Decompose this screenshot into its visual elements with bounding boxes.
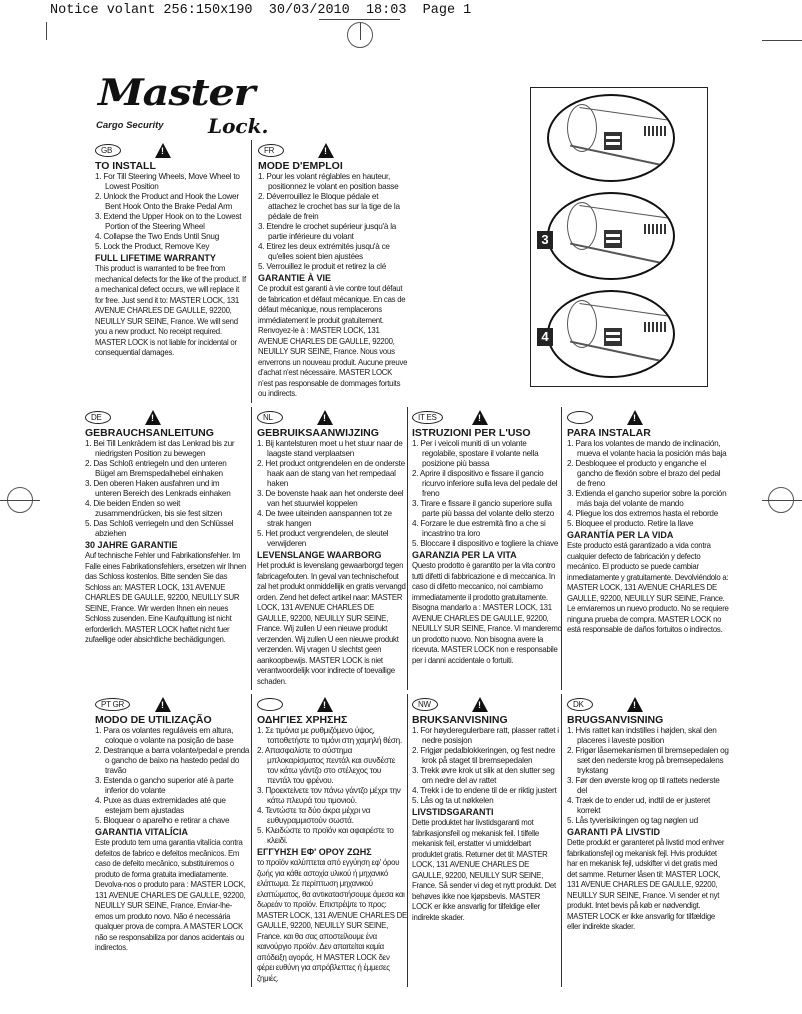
header-rule: [319, 19, 400, 20]
instruction-step: 2. Απασφαλίστε το σύστημα μπλοκαρίσματος πεντάλ και συνδέστε τον κάτω γάντζο στο στέλεχος του πεντάλ του φρένου.: [257, 746, 396, 785]
language-code: DK: [573, 700, 584, 709]
warranty-title: ΕΓΓΥΗΣΗ ΕΦ' ΟΡΟΥ ΖΩΗΣ: [257, 847, 372, 857]
column-divider: [251, 694, 252, 987]
crop-line: [46, 22, 47, 40]
instruction-step: 5. Lås og ta ut nøkkelen: [412, 796, 494, 805]
instruction-step: 4. Etirez les deux extrémités jusqu'à ce qu'elles soient bien ajustées: [258, 242, 390, 261]
warranty-title: GARANZIA PER LA VITA: [412, 550, 517, 560]
instructions-pt: [95, 697, 250, 954]
warning-icon: [627, 410, 643, 425]
warranty-title: GARANTI PÅ LIVSTID: [567, 827, 661, 837]
section-header: [412, 697, 562, 713]
instruction-step: 4. Collapse the Two Ends Until Snug: [95, 232, 219, 241]
instruction-step: 2. Frigjør pedalblokkeringen, og fest nedre krok på staget til bremsepedalen: [412, 746, 556, 765]
warning-icon: [472, 697, 488, 712]
instruction-step: 5. Bloccare il dispositivo e togliere la chiave: [412, 539, 559, 548]
language-badge: [258, 144, 284, 157]
instruction-step: 1. Pour les volant réglables en hauteur, positionnez le volant en position basse: [258, 172, 399, 191]
warranty-text: Este produto tem uma garantia vitalícia contra defeitos de fabrico e defeitos mecânicos. Em caso de defeito mecânico, substituiremos o produto de forma gratuita imediatamente. Devolva-nos o produto para : MASTER LOCK, 131 AVENUE CHARLES DE GAULLE, 92200, NEUILLY SUR SEINE, France. Enviar-lhe-emos um produto novo. Não é necessária qualquer prova de compra. A MASTER LOCK não se responsabiliza por danos acidentais ou indirectos.: [95, 838, 246, 952]
instructions--: [257, 697, 407, 984]
section-header: [95, 143, 247, 159]
step-number-3: 3: [537, 231, 553, 249]
warranty-title: FULL LIFETIME WARRANTY: [95, 253, 216, 263]
warranty-text: το προϊόν καλύπτεται από εγγύηση εφ' όρου ζωής για κάθε αστοχία υλικού ή μηχανικό ελάττωμα. Σε περίπτωση μηχανικού ελαττώματος, θα αντικαταστήσουμε άμεσα και δωρεάν το προϊόν. Επιστρέψτε το προς: MASTER LOCK, 131 AVENUE CHARLES DE GAULLE, 92200, NEUILLY SUR SEINE, France. και θα σας αποστείλουμε ένα καινούργιο προϊόν. Δεν απαιτείται καμία απόδειξη αγοράς. Η MASTER LOCK δεν φέρει ευθύνη για απρόβλεπτες ή έμμεσες ζημιές.: [257, 858, 407, 983]
instruction-step: 4. Τεντώστε τα δύο άκρα μέχρι να ευθυγραμμιστούν σωστά.: [257, 806, 371, 825]
instructions-nw: [412, 697, 562, 923]
language-badge: [85, 411, 111, 424]
instruction-step: 4. Pliegue los dos extremos hasta el reborde: [567, 509, 719, 518]
instruction-step: 5. Lock the Product, Remove Key: [95, 242, 210, 251]
section-title: ISTRUZIONI PER L'USO: [412, 427, 531, 439]
section-title: TO INSTALL: [95, 160, 156, 172]
instruction-step: 1. Hvis rattet kan indstilles i højden, skal den placeres i laveste position: [567, 726, 717, 745]
section-header: [95, 697, 250, 713]
warranty-text: Ce produit est garanti à vie contre tout défaut de fabrication et défaut mécanique. En cas de défaut mécanique, nous remplacerons immédiatement le produit gratuitement. Renvoyez-le à : MASTER LOCK, 131 AVENUE CHARLES DE GAULLE, 92200, NEUILLY SUR SEINE, France. Nous vous enverrons un nouveau produit. Aucune preuve d'achat n'est nécessaire. MASTER LOCK n'est pas responsable de dommages fortuits ou indirects.: [258, 284, 408, 398]
warranty-text: This product is warranted to be free from mechanical defects for the like of the product. If a mechanical defect occurs, we will replace it for free. Just send it to: MASTER LOCK, 131 AVENUE CHARLES DE GAULLE, 92200, NEUILLY SUR SEINE, France. We will send you a new product. No receipt required. MASTER LOCK is not liable for incidental or consequential damages.: [95, 264, 246, 357]
language-badge: [95, 144, 121, 157]
language-badge: [412, 411, 443, 424]
column-divider: [407, 694, 408, 987]
instruction-step: 2. Unlock the Product and Hook the Lower Bent Hook Onto the Brake Pedal Arm: [95, 192, 239, 211]
print-header: Notice volant 256:150x190 30/03/2010 18:03 Page 1: [50, 3, 472, 18]
installation-illustrations: [530, 87, 708, 387]
warranty-title: 30 JAHRE GARANTIE: [85, 540, 178, 550]
warning-icon: [318, 143, 334, 158]
crop-line: [0, 500, 40, 501]
instruction-step: 2. Frigør låsemekanismen til bremsepedalen og sæt den nederste krog på bremsepedalens trykstang: [567, 746, 729, 775]
warranty-text: Dette produkt er garanteret på livstid mod enhver fabrikationsfejl og mekanisk fejl. Hvis produktet har en mekanisk fejl, udskifter vi det gratis med det samme. Returner låsen til: MASTER LOCK, 131 AVENUE CHARLES DE GAULLE, 92200, NEUILLY SUR SEINE, France. Vi sender et nyt produkt. Intet bevis på køb er nødvendigt. MASTER LOCK er ikke ansvarlig for tilfældige eller indirekte skader.: [567, 838, 725, 931]
instruction-step: 3. Etendre le crochet supérieur jusqu'à la partie inférieure du volant: [258, 222, 397, 241]
language-code: FR: [264, 146, 275, 155]
illustration-step-4: [547, 290, 675, 378]
column-divider: [407, 407, 408, 690]
instruction-step: 1. Para los volantes de mando de inclinación, mueva el volante hacia la posición más baja: [567, 439, 727, 458]
warranty-title: GARANTÍA PER LA VIDA: [567, 530, 674, 540]
illustration-step-3: [547, 192, 675, 280]
language-code: NW: [418, 700, 431, 709]
language-code: GB: [101, 146, 113, 155]
instructions-de: [85, 410, 247, 646]
crop-line: [762, 40, 802, 41]
instruction-step: 2. Desbloquee el producto y enganche el gancho de flexión sobre el brazo del pedal de freno: [567, 459, 721, 488]
section-title: GEBRUIKSAANWIJZING: [257, 427, 379, 439]
language-badge: [257, 411, 283, 424]
warranty-title: LEVENSLANGE WAARBORG: [257, 550, 382, 560]
instruction-step: 1. For Till Steering Wheels, Move Wheel to Lowest Position: [95, 172, 240, 191]
instruction-step: 4. Forzare le due estremità fino a che si incastrino tra loro: [412, 519, 546, 538]
instructions-fr: [258, 143, 408, 400]
instruction-step: 5. Bloquee el producto. Retire la llave: [567, 519, 694, 528]
warning-icon: [155, 697, 171, 712]
instruction-step: 1. For høyderegulerbare ratt, plasser rattet i nedre posisjon: [412, 726, 559, 745]
logo-brand: Master: [98, 72, 255, 114]
section-header: [567, 410, 729, 426]
instruction-step: 2. Aprire il dispositivo e fissare il gancio ricurvo inferiore sulla leva del pedale del freno: [412, 469, 558, 498]
instruction-step: 3. Extend the Upper Hook on to the Lowest Portion of the Steering Wheel: [95, 212, 242, 231]
warning-icon: [627, 697, 643, 712]
instruction-step: 2. Het product ontgrendelen en de onderste haak aan de stang van het rempedaal haken: [257, 459, 405, 488]
section-header: [85, 410, 247, 426]
warranty-text: Dette produktet har livstidsgaranti mot fabrikasjonsfeil og mekanisk feil. I tilfelle mekanisk feil, erstatter vi umiddelbart produktet gratis. Returner det til: MASTER LOCK, 131 AVENUE CHARLES DE GAULLE, 92200, NEUILLY SUR SEINE, France. Så sender vi deg et nytt produkt. Det behøves ikke noe kjøpsbevis. MASTER LOCK er ikke ansvarlig for tilfeldige eller indirekte skader.: [412, 818, 556, 922]
logo-tagline: Cargo Security: [96, 120, 164, 131]
language-code: IT: [418, 413, 425, 422]
instruction-step: 3. Προεκτείνετε τον πάνω γάντζο μέχρι την κάτω πλευρά του τιμονιού.: [257, 786, 401, 805]
crop-line: [762, 500, 802, 501]
warning-icon: [145, 410, 161, 425]
instruction-step: 4. Træk de to ender ud, indtil de er justeret korrekt: [567, 796, 711, 815]
warranty-text: Questo prodotto è garantito per la vita contro tutti difetti di fabbricazione e di meccanica. In caso di difetto meccanico, noi cambiamo immediatamente il prodotto gratuitamente. Bisogna mandarlo a : MASTER LOCK, 131 AVENUE CHARLES DE GAULLE, 92200, NEUILLY SUR SEINE, France. Vi manderemo un prodotto nuovo. Non bisogna avere la ricevuta. MASTER LOCK non e responsabile per i danni accidentale o fortuiti.: [412, 561, 562, 665]
language-code: NL: [263, 413, 273, 422]
warranty-text: Auf technische Fehler und Fabrikationsfehler. Im Falle eines Fabrikationsfehlers, ersetzen wir Ihnen das Schloss kostenlos. Bitte senden Sie das Schloss an: MASTER LOCK, 131 AVENUE CHARLES DE GAULLE, 92200, NEUILLY SUR SEINE, France. Wir werden Ihnen ein neues Schloss zusenden. Eine Kaufquittung ist nicht erforderlich. MASTER LOCK haftet nicht fuer zufaellige oder absichtliche bechädigungen.: [85, 551, 247, 644]
instruction-step: 3. Trekk øvre krok ut slik at den slutter seg om nedre del av rattet: [412, 766, 555, 785]
instruction-step: 3. Extienda el gancho superior sobre la porción más baja del volante de mando: [567, 489, 727, 508]
warning-icon: [155, 143, 171, 158]
instruction-step: 3. De bovenste haak aan het onderste deel van het stuurwiel koppelen: [257, 489, 404, 508]
instruction-step: 2. Déverrouillez le Bloque pédale et attachez le crochet bas sur la tige de la pédale de frein: [258, 192, 400, 221]
instruction-step: 1. Σε τιμόνια με ρυθμιζόμενο ύψος, τοποθετήστε το τιμόνι στη χαμηλή θέση.: [257, 726, 403, 745]
instruction-step: 1. Para os volantes reguláveis em altura, coloque o volante na posição de base: [95, 726, 234, 745]
instruction-step: 4. Puxe as duas extremidades até que estejam bem ajustadas: [95, 796, 226, 815]
instruction-step: 5. Κλειδώστε το προϊόν και αφαιρέστε το κλειδί.: [257, 826, 394, 845]
section-header: [257, 410, 407, 426]
instruction-step: 1. Bei Till Lenkrädem ist das Lenkrad bis zur niedrigsten Position zu bewegen: [85, 439, 235, 458]
section-header: [257, 697, 407, 713]
instruction-step: 5. Het product vergrendelen, de sleutel verwijderen: [257, 529, 389, 548]
instruction-step: 5. Verrouillez le produit et retirez la clé: [258, 262, 387, 271]
language-badge: [412, 698, 438, 711]
section-header: [567, 697, 729, 713]
section-title: MODO DE UTILIZAÇÃO: [95, 714, 212, 726]
instruction-step: 3. Tirare e fissare il gancio superiore sulla parte più bassa del volante dello sterzo: [412, 499, 555, 518]
instruction-step: 1. Bij kantelsturen moet u het stuur naar de laagste stand verplaatsen: [257, 439, 403, 458]
instructions-gb: [95, 143, 247, 359]
section-header: [258, 143, 408, 159]
instruction-step: 3. Den oberen Haken ausfahren und im unteren Bereich des Lenkrads einhaken: [85, 479, 231, 498]
instruction-step: 5. Lås tyverisikringen og tag nøglen ud: [567, 816, 698, 825]
registration-mark: [347, 22, 373, 48]
column-divider: [251, 407, 252, 690]
warning-icon: [317, 410, 333, 425]
section-header: [412, 410, 562, 426]
language-badge: [567, 411, 593, 424]
section-title: BRUGSANVISNING: [567, 714, 664, 726]
instruction-step: 3. Før den øverste krog op til rattets nederste del: [567, 776, 720, 795]
illustration-step-2: [547, 94, 675, 182]
warranty-title: GARANTIA VITALÍCIA: [95, 827, 188, 837]
logo-sub: Lock.: [208, 114, 269, 138]
language-code: DE: [91, 413, 102, 422]
instruction-step: 1. Per i veicoli muniti di un volante regolabile, spostare il volante nella posizione più bassa: [412, 439, 539, 468]
warranty-text: Este producto está garantizado a vida contra cualquier defecto de fabricación y defecto mecánico. El producto se puede cambiar inmediatamente y gratuitamente. Devolviéndolo a: MASTER LOCK, 131 AVENUE CHARLES DE GAULLE, 92200, NEUILLY SUR SEINE, France. Le enviaremos un nuevo producto. No se requiere ninguna prueba de compra. MASTER LOCK no está responsable de daños fortuitos o indirectos.: [567, 541, 729, 634]
language-code-secondary: GR: [112, 700, 125, 709]
language-code: PT: [101, 700, 111, 709]
instruction-step: 5. Das Schloß verriegeln und den Schlüssel abziehen: [85, 519, 234, 538]
instructions-it: [412, 410, 562, 666]
instruction-step: 4. Trekk i de to endene til de er riktig justert: [412, 786, 557, 795]
instructions-dk: [567, 697, 729, 933]
section-title: BRUKSANVISNING: [412, 714, 508, 726]
language-badge: [257, 698, 283, 711]
warning-icon: [472, 410, 488, 425]
column-divider: [251, 140, 252, 403]
warranty-title: GARANTIE À VIE: [258, 273, 332, 283]
warranty-title: LIVSTIDSGARANTI: [412, 807, 494, 817]
warning-icon: [317, 697, 333, 712]
section-title: ΟΔΗΓΙΕΣ ΧΡΗΣΗΣ: [257, 714, 348, 726]
master-lock-logo: [96, 72, 286, 138]
language-badge: [567, 698, 593, 711]
instruction-step: 2. Das Schloß entriegeln und den unteren Bügel am Bremspedalhebel einhaken: [85, 459, 227, 478]
language-code-secondary: ES: [426, 413, 437, 422]
instruction-step: 3. Estenda o gancho superior até à parte inferior do volante: [95, 776, 234, 795]
instruction-step: 2. Destranque a barra volante/pedal e prenda o gancho de baixo na hastedo pedal do travão: [95, 746, 250, 775]
section-title: GEBRAUCHSANLEITUNG: [85, 427, 214, 439]
instructions-nl: [257, 410, 407, 687]
section-title: PARA INSTALAR: [567, 427, 651, 439]
section-title: MODE D'EMPLOI: [258, 160, 343, 172]
instructions-para-instalar: [567, 410, 729, 636]
language-badge: [95, 698, 130, 711]
instruction-step: 4. De twee uiteinden aanspannen tot ze strak hangen: [257, 509, 392, 528]
step-number-4: 4: [537, 328, 553, 346]
instruction-step: 4. Die beiden Enden so weit zusammendrücken, bis sie fest sitzen: [85, 499, 223, 518]
warranty-text: Het produkt is levenslang gewaarborgd tegen fabricagefouten. In geval van technischefout zal het produkt onmiddellijk en gratis vervangd orden. Zend het defect artikel naar: MASTER LOCK, 131 AVENUE CHARLES DE GAULLE, 92200, NEUILLY SUR SEINE, France. Wij zullen U een nieuwe produkt verzenden. Wij zullen U een nieuwe produkt verzenden. Wij vragen U slechtst geen aankoopbewijs. MASTER LOCK is niet verantwoordelijk voor indirecte of toevallige schaden.: [257, 561, 406, 686]
instruction-step: 5. Bloquear o aparelho e retirar a chave: [95, 816, 230, 825]
